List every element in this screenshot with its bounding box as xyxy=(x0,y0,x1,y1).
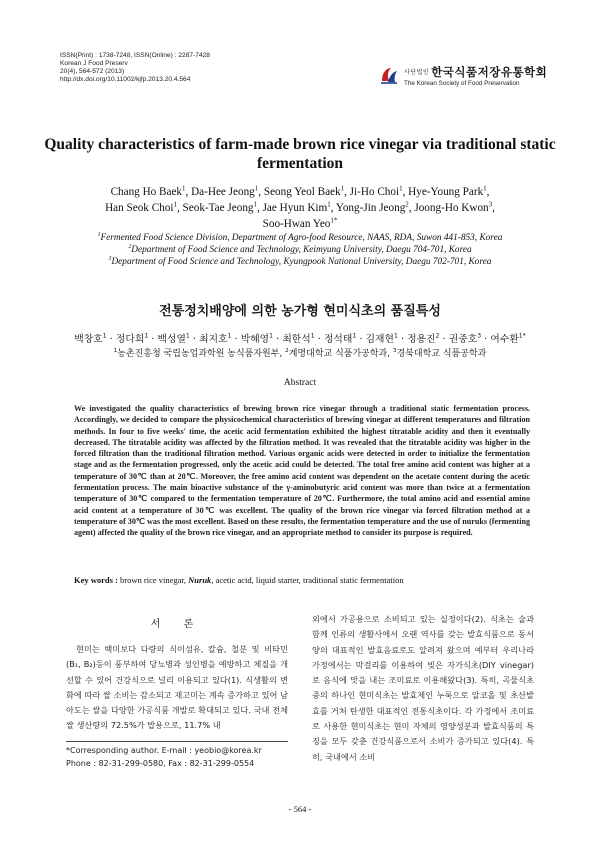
affiliation-number: 1 xyxy=(97,231,101,238)
author-affiliation-mark: 1 xyxy=(399,184,403,193)
keywords-label: Key words : xyxy=(74,575,118,585)
affiliation-list-ko xyxy=(40,346,560,359)
author-affiliation-mark: 1 xyxy=(173,200,177,209)
author-affiliation-mark-ko: 1* xyxy=(518,332,526,340)
author-list xyxy=(40,184,560,232)
intro-left-column: 현미는 백미보다 다량의 식이섬유, 칼슘, 철분 및 비타민(B₁, B₂)등이 풍부하여 당뇨병과 성인병을 예방하고 체질을 개선할 수 있어 건강식으로 널리 이용되고 있다(1). 식생활의 변화에 따라 쌀 소비는 감소되고 재고미는 계속 증가하고 있어 남아도는 쌀을 다양한 가공식품 개발로 확대되고 있다. 국내 전체 쌀 생산량의 72.5%가 밥용으로, 11.7% 내 xyxy=(66,644,288,731)
author-separator: , xyxy=(256,202,263,214)
author-name: Seok-Tae Jeong xyxy=(182,202,254,214)
author-affiliation-mark-ko: 1 xyxy=(269,332,273,340)
author-name: Joong-Ho Kwon xyxy=(414,202,489,214)
author-affiliation-mark: 1 xyxy=(483,184,487,193)
corresponding-author: *Corresponding author. E-mail : yeobio@korea.kr xyxy=(66,746,262,755)
author-affiliation-mark-ko: 1 xyxy=(185,332,190,340)
issn-line: ISSN(Print) : 1738-7248, ISSN(Online) : 2287-7428 xyxy=(60,52,210,59)
author-affiliation-mark: 1* xyxy=(330,216,338,225)
intro-right-column: 외에서 가공용으로 소비되고 있는 실정이다(2). 식초는 술과 함께 인류의 생활사에서 오랜 역사를 갖는 발효식품으로 동서양의 대표적인 발효음료로도 알려져 왔으며 예부터 우리나라 가정에서는 막걸리를 이용하여 빚은 자가식초(DIY vinegar)로 음식에 맛을 내는 조미료로 이용해왔다(3). 특히, 곡물식초 중의 하나인 현미식초는 발효제인 누룩으로 알코올 및 초산발효를 거쳐 탄생한 대표적인 전통식초이다. 각 가정에서 조미료로 사용한 현미식초는 현미 자체의 영양성분과 발효식품의 특징을 모두 갖춘 건강식품으로서 소비가 증가되고 있다(4). 특히, 국내에서 소비 xyxy=(312,614,534,762)
contact-phone: Phone : 82-31-299-0580, Fax : 82-31-299-0554 xyxy=(66,759,255,768)
author-separator: , xyxy=(185,186,192,198)
affiliation-separator-ko: , xyxy=(387,349,393,359)
author-name-ko: 정용진 xyxy=(407,334,436,345)
author-name: Ji-Ho Choi xyxy=(349,186,400,198)
author-name-ko: 백성열 xyxy=(157,334,186,345)
affiliation-line xyxy=(40,244,560,256)
society-emblem-icon xyxy=(378,64,400,86)
author-name: Yong-Jin Jeong xyxy=(335,202,406,214)
journal-volume: 20(4), 564-572 (2013) xyxy=(60,68,125,75)
affiliation-list xyxy=(40,232,560,268)
author-separator: , xyxy=(176,202,183,214)
affiliation-line xyxy=(40,256,560,268)
author-separator: , xyxy=(492,202,495,214)
author-separator: , xyxy=(402,186,409,198)
author-affiliation-mark-ko: 1 xyxy=(144,332,149,340)
author-separator-ko: · xyxy=(273,334,283,345)
abstract-heading: Abstract xyxy=(283,378,317,388)
affiliation-text-ko: 계명대학교 식품가공학과 xyxy=(288,349,388,359)
author-name: Jae Hyun Kim xyxy=(262,202,328,214)
affiliation-number-ko: 3 xyxy=(392,348,397,354)
author-separator-ko: · xyxy=(106,334,116,345)
intro-heading: 서 론 xyxy=(150,619,204,630)
author-separator-ko: · xyxy=(481,334,491,345)
society-logo xyxy=(378,62,578,92)
journal-name: Korean J Food Preserv xyxy=(60,60,128,67)
society-name-en: The Korean Society of Food Preservation xyxy=(404,80,520,87)
author-separator-ko: · xyxy=(356,334,366,345)
author-name-ko: 김재현 xyxy=(365,334,394,345)
keywords-before: brown rice vinegar, xyxy=(120,575,187,585)
author-separator-ko: · xyxy=(231,334,241,345)
affiliation-text-ko: 경북대학교 식품공학과 xyxy=(396,349,487,359)
society-name-ko xyxy=(404,64,547,80)
author-affiliation-mark-ko: 1 xyxy=(227,332,232,340)
doi-link[interactable]: http://dx.doi.org/10.11002/kjfp.2013.20.4.564 xyxy=(60,76,191,83)
author-name-ko: 최지호 xyxy=(199,334,228,345)
keywords-after: , acetic acid, liquid starter, traditional static fermentation xyxy=(211,575,404,585)
author-affiliation-mark: 3 xyxy=(488,200,493,209)
affiliation-line xyxy=(40,232,560,244)
affiliation-number-ko: 1 xyxy=(113,348,118,354)
author-name: Chang Ho Baek xyxy=(110,186,183,198)
affiliation-text-ko: 농촌진흥청 국립농업과학원 농식품자원부 xyxy=(117,349,280,359)
author-separator-ko: · xyxy=(148,334,158,345)
affiliation-number-ko: 2 xyxy=(285,348,289,354)
author-name-ko: 최한석 xyxy=(282,334,311,345)
author-name: Da-Hee Jeong xyxy=(191,186,255,198)
author-name-ko: 정석태 xyxy=(323,334,353,345)
author-affiliation-mark-ko: 1 xyxy=(102,332,107,340)
author-affiliation-mark-ko: 3 xyxy=(477,332,482,340)
author-affiliation-mark-ko: 2 xyxy=(435,332,440,340)
author-separator-ko: · xyxy=(439,334,449,345)
author-separator: , xyxy=(344,186,350,198)
author-affiliation-mark-ko: 1 xyxy=(352,332,357,340)
author-separator: , xyxy=(258,186,264,198)
abstract-text: We investigated the quality characteristics of brewing brown rice vinegar through a traditional static fermentation process. Accordingly, we decided to compare the physicochemical characteristics of brewing vinegar at different temperatures and filtration methods. In four to five weeks' time, the acetic acid fermentation exhibited the highest titratable acidity and then it eventually decreased. The titratable acidity was affected by the filtration method. It was revealed that the titratable acidity was higher in the forced filtration than the traditional filtration method. Various organic acids were detected in order to initialize the fermentation stage and as the fermentation progressed, only the acetic acid could be detected. The total free amino acid content was higher at a temperature of 30℃ than at 20℃. Moreover, the free amino acid content was dependent on the acetate content during the acetic fermentation process. The main bioactive substance of the γ-aminobutyric acid content was more than twice at a fermentation temperature of 30℃ compared to the fermentation temperature of 20℃. Furthermore, the total amino acid and essential amino acid content at a temperature of 30℃ was excellent. The quality of the brown rice vinegar via forced filtration method at a temperature of 30℃ was the most excellent. Based on these results, the fermentation temperature and the use of nuruks (fermenting agent) affected the quality of the brown rice vinegar, and an appropriate method to consider its purpose is required. xyxy=(74,404,530,538)
footnote xyxy=(66,744,296,770)
footnote-divider xyxy=(66,741,288,742)
keywords xyxy=(74,575,534,585)
author-separator: , xyxy=(330,202,336,214)
author-affiliation-mark-ko: 1 xyxy=(310,332,315,340)
author-affiliation-mark: 1 xyxy=(254,184,259,193)
author-separator-ko: · xyxy=(397,334,408,345)
author-name: Soo-Hwan Yeo xyxy=(262,218,331,230)
author-separator: , xyxy=(408,202,415,214)
author-affiliation-mark: 1 xyxy=(253,200,257,209)
author-separator: , xyxy=(486,186,490,198)
author-separator-ko: · xyxy=(314,334,324,345)
author-list-ko xyxy=(40,331,560,345)
author-name-ko: 백창호 xyxy=(74,334,103,345)
society-name-ko-text: 한국식품저장유통학회 xyxy=(431,65,548,79)
author-affiliation-mark: 1 xyxy=(182,184,186,193)
affiliation-number: 2 xyxy=(128,243,132,250)
author-name-ko: 박혜영 xyxy=(240,334,270,345)
paper-title: Quality characteristics of farm-made brown rice vinegar via traditional static fermentation xyxy=(44,136,556,172)
affiliation-separator-ko: , xyxy=(279,349,286,359)
affiliation-text: Fermented Food Science Division, Department of Agro-food Resource, NAAS, RDA, Suwon 441-853, Korea xyxy=(100,233,503,243)
affiliation-text: Department of Food Science and Technology, Keimyung University, Daegu 704-701, Korea xyxy=(131,245,472,255)
author-affiliation-mark: 1 xyxy=(340,184,345,193)
author-name-ko: 여수환 xyxy=(490,334,519,345)
affiliation-number: 3 xyxy=(108,255,112,262)
affiliation-text: Department of Food Science and Technology, Kyungpook National University, Daegu 702-701, Korea xyxy=(111,257,492,267)
author-affiliation-mark: 2 xyxy=(405,200,409,209)
keywords-italic: Nuruk xyxy=(188,575,212,585)
author-affiliation-mark: 1 xyxy=(327,200,331,209)
author-name: Hye-Young Park xyxy=(408,186,484,198)
author-name-ko: 권중호 xyxy=(448,334,478,345)
author-name: Han Seok Choi xyxy=(105,202,174,214)
journal-info xyxy=(60,52,210,84)
page-number: - 564 - xyxy=(288,804,312,814)
paper-title-ko: 전통정치배양에 의한 농가형 현미식초의 품질특성 xyxy=(159,304,441,319)
author-name-ko: 정다희 xyxy=(115,334,145,345)
society-prefix: 사단법인 xyxy=(404,69,430,76)
author-name: Seong Yeol Baek xyxy=(263,186,341,198)
author-affiliation-mark-ko: 1 xyxy=(393,332,398,340)
author-separator-ko: · xyxy=(189,334,200,345)
